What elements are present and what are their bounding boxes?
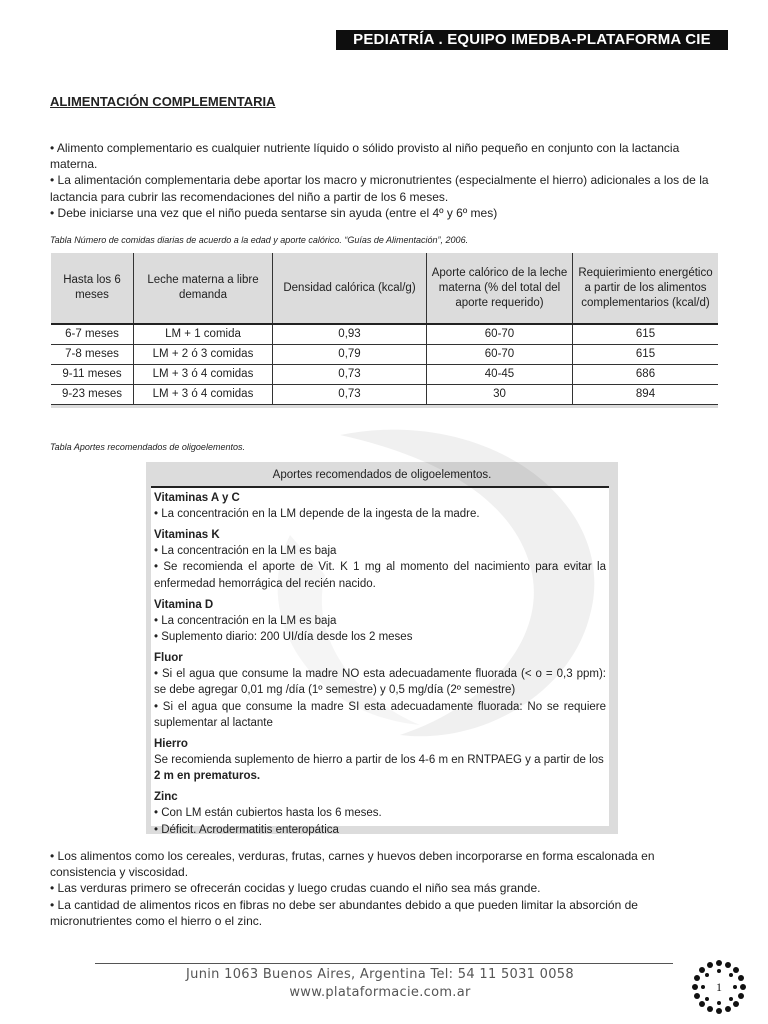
iron-group <box>154 736 606 784</box>
trace-elements-box <box>146 462 618 834</box>
group-heading: Vitaminas A y C <box>154 492 240 504</box>
fluor-group <box>154 650 606 731</box>
page-number: 1 <box>716 980 722 994</box>
outro-item: • Las verduras primero se ofrecerán cocidas y luego crudas cuando el niño sea más grande. <box>50 881 541 896</box>
table-row <box>51 365 718 385</box>
table-row <box>51 324 718 345</box>
zinc-group <box>154 789 606 837</box>
meals-table-container <box>51 253 718 408</box>
outro-item: • Los alimentos como los cereales, verduras, frutas, carnes y huevos deben incorporarse en forma escalonada en consistencia y viscosidad. <box>50 849 655 880</box>
table-cell: LM + 3 ó 4 comidas <box>134 385 273 405</box>
table-cell: 615 <box>573 324 719 345</box>
column-header: Leche materna a libre demanda <box>134 253 273 324</box>
group-heading: Vitamina D <box>154 598 214 611</box>
group-line: • La concentración en la LM depende de la ingesta de la madre. <box>154 508 480 520</box>
intro-item: • Alimento complementario es cualquier nutriente líquido o sólido provisto al niño pequeño en conjunto con la lactancia materna. <box>50 141 680 172</box>
table-cell: 0,73 <box>273 365 427 385</box>
table-cell: LM + 3 ó 4 comidas <box>134 365 273 385</box>
outro-list <box>50 848 718 929</box>
vitamin-d-group <box>154 597 606 645</box>
trace-elements-body <box>151 486 609 836</box>
table-cell: 894 <box>573 385 719 405</box>
table2-caption: Tabla Aportes recomendados de oligoelementos. <box>50 442 245 452</box>
table-cell: 615 <box>573 345 719 365</box>
table-cell: 60-70 <box>427 324 573 345</box>
table-cell: 40-45 <box>427 365 573 385</box>
trace-elements-title: Aportes recomendados de oligoelementos. <box>272 469 492 481</box>
group-line: • Suplemento diario: 200 UI/día desde los 2 meses <box>154 631 413 644</box>
group-line: • La concentración en la LM es baja <box>154 545 337 558</box>
column-header: Requierimiento energético a partir de los alimentos complementarios (kcal/d) <box>573 253 719 324</box>
group-line: • La concentración en la LM es baja <box>154 614 337 627</box>
table-cell: 9-11 meses <box>51 365 134 385</box>
table-cell: 6-7 meses <box>51 324 134 345</box>
intro-item: • Debe iniciarse una vez que el niño pueda sentarse sin ayuda (entre el 4º y 6º mes) <box>50 205 498 220</box>
group-line: • Con LM están cubiertos hasta los 6 meses. <box>154 807 382 820</box>
table-cell: 686 <box>573 365 719 385</box>
group-heading: Vitaminas K <box>154 529 220 542</box>
table-cell: 30 <box>427 385 573 405</box>
section-title: ALIMENTACIÓN COMPLEMENTARIA <box>50 94 276 109</box>
table-row <box>51 345 718 365</box>
group-line: • Si el agua que consume la madre SI esta adecuadamente fluorada: No se requiere suplementar al lactante <box>154 700 606 729</box>
group-heading: Hierro <box>154 738 188 751</box>
table-cell: 0,79 <box>273 345 427 365</box>
meals-table <box>51 253 718 405</box>
table1-caption: Tabla Número de comidas diarias de acuerdo a la edad y aporte calórico. “Guías de Alimentación”, 2006. <box>50 235 469 245</box>
table-cell: LM + 2 ó 3 comidas <box>134 345 273 365</box>
group-line: • Se recomienda el aporte de Vit. K 1 mg al momento del nacimiento para evitar la enfermedad hemorrágica del recién nacido. <box>154 561 606 590</box>
bold-text: 2 m en prematuros. <box>154 770 261 783</box>
group-line: • Si el agua que consume la madre NO esta adecuadamente fluorada (< o = 0,3 ppm): se debe agregar 0,01 mg /día (1º semestre) y 0,5 mg/día (2º semestre) <box>154 668 606 697</box>
table-cell: LM + 1 comida <box>134 324 273 345</box>
table-row <box>51 385 718 405</box>
group-line: • Déficit. Acrodermatitis enteropática <box>154 823 339 836</box>
footer-address: Junin 1063 Buenos Aires, Argentina Tel: 54 11 5031 0058 <box>186 967 574 982</box>
table-header-row <box>51 253 718 324</box>
table-cell: 0,93 <box>273 324 427 345</box>
table-cell: 60-70 <box>427 345 573 365</box>
vitamins-a-c-group <box>154 490 606 522</box>
intro-item: • La alimentación complementaria debe aportar los macro y micronutrientes (especialmente el hierro) adicionales a los de la lactancia para cubrir las recomendaciones del niño a partir de los 6 meses. <box>50 173 709 204</box>
group-heading: Zinc <box>154 791 178 804</box>
table-cell: 7-8 meses <box>51 345 134 365</box>
column-header: Hasta los 6 meses <box>51 253 134 324</box>
page-number-badge <box>690 958 748 1016</box>
footer-website: www.plataformacie.com.ar <box>289 985 471 1000</box>
header-title: PEDIATRÍA . EQUIPO IMEDBA-PLATAFORMA CIE <box>336 30 728 50</box>
group-line-bold <box>154 768 606 784</box>
group-line: Se recomienda suplemento de hierro a partir de los 4-6 m en RNTPAEG y a partir de los <box>154 754 604 767</box>
table-cell: 9-23 meses <box>51 385 134 405</box>
vitamin-k-group <box>154 527 606 592</box>
table-cell: 0,73 <box>273 385 427 405</box>
column-header: Densidad calórica (kcal/g) <box>273 253 427 324</box>
column-header: Aporte calórico de la leche materna (% del total del aporte requerido) <box>427 253 573 324</box>
footer-divider <box>95 963 673 964</box>
outro-item: • La cantidad de alimentos ricos en fibras no debe ser abundantes debido a que pueden limitar la absorción de micronutrientes como el hierro o el zinc. <box>50 897 638 928</box>
group-heading: Fluor <box>154 652 183 665</box>
intro-list <box>50 140 718 221</box>
